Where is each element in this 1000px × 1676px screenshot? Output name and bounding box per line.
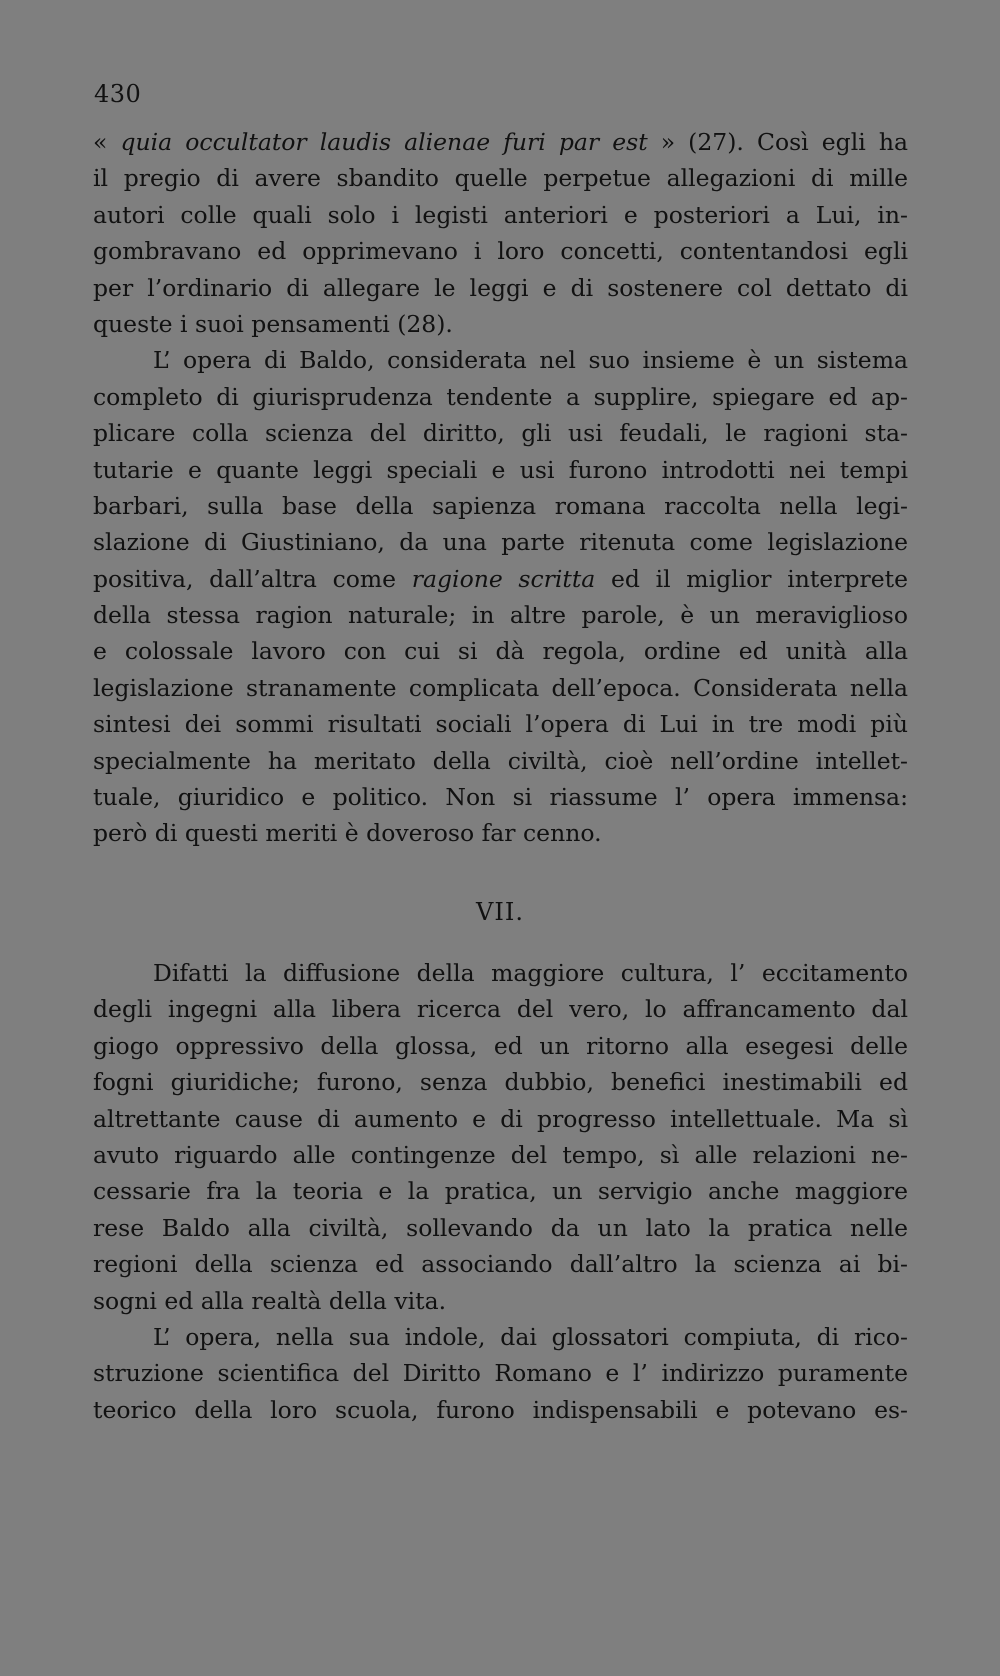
page-number: 430	[94, 80, 142, 108]
text-span: legislazione stranamente complicata dell’epoca. Considerata nella	[93, 673, 908, 702]
text-line	[93, 524, 908, 560]
text-span: rese Baldo alla civiltà, sollevando da un lato la pratica nelle	[93, 1213, 908, 1242]
italic-text-span: ragione scritta	[411, 564, 596, 593]
text-line	[93, 561, 908, 597]
text-line	[93, 1210, 908, 1246]
text-span: gombravano ed opprimevano i loro concetti, contentandosi egli	[93, 237, 908, 266]
text-line	[93, 955, 908, 991]
text-line	[93, 1028, 908, 1064]
text-span: sogni ed alla realtà della vita.	[93, 1286, 447, 1315]
text-span: specialmente ha meritato della civiltà, cioè nell’ordine intellet-	[93, 746, 908, 775]
text-span: plicare colla scienza del diritto, gli usi feudali, le ragioni sta-	[93, 419, 908, 448]
text-line	[93, 779, 908, 815]
text-line	[93, 670, 908, 706]
text-line	[93, 633, 908, 669]
text-span: regioni della scienza ed associando dall’altro la scienza ai bi-	[93, 1250, 908, 1279]
text-line	[93, 124, 908, 160]
text-span: cessarie fra la teoria e la pratica, un servigio anche maggiore	[93, 1177, 908, 1206]
text-line	[93, 815, 908, 851]
text-line	[93, 488, 908, 524]
text-span: L’ opera, nella sua indole, dai glossatori compiuta, di rico-	[153, 1322, 908, 1351]
text-line	[93, 1355, 908, 1391]
text-line	[93, 342, 908, 378]
text-span: slazione di Giustiniano, da una parte ritenuta come legislazione	[93, 528, 908, 557]
text-line	[93, 1173, 908, 1209]
text-line	[93, 306, 908, 342]
text-span: della stessa ragion naturale; in altre parole, è un meraviglioso	[93, 601, 908, 630]
text-line	[93, 706, 908, 742]
text-line	[93, 270, 908, 306]
text-line	[93, 1319, 908, 1355]
text-span: altrettante cause di aumento e di progresso intellettuale. Ma sì	[93, 1104, 908, 1133]
text-span: teorico della loro scuola, furono indispensabili e potevano es-	[93, 1395, 908, 1424]
italic-text-span: quia occultator laudis alienae furi par est	[120, 128, 648, 156]
text-span: degli ingegni alla libera ricerca del vero, lo affrancamento dal	[93, 995, 908, 1024]
text-span: barbari, sulla base della sapienza romana raccolta nella legi-	[93, 491, 908, 520]
text-line	[93, 991, 908, 1027]
text-span: e colossale lavoro con cui si dà regola, ordine ed unità alla	[93, 637, 908, 666]
text-block-lower	[93, 955, 908, 1428]
text-line	[93, 1137, 908, 1173]
text-span: struzione scientifica del Diritto Romano e l’ indirizzo puramente	[93, 1359, 908, 1388]
text-span: «	[93, 128, 121, 156]
text-line	[93, 1101, 908, 1137]
text-line	[93, 379, 908, 415]
text-line	[93, 743, 908, 779]
text-line	[93, 197, 908, 233]
text-line	[93, 160, 908, 196]
text-span: per l’ordinario di allegare le leggi e di sostenere col dettato di	[93, 273, 908, 302]
text-line	[93, 1064, 908, 1100]
text-span: tutarie e quante leggi speciali e usi furono introdotti nei tempi	[93, 455, 908, 484]
text-span: giogo oppressivo della glossa, ed un ritorno alla esegesi delle	[93, 1031, 908, 1060]
text-line	[93, 597, 908, 633]
text-span: » (27). Così egli ha	[647, 128, 908, 156]
text-span: però di questi meriti è doveroso far cenno.	[93, 819, 602, 848]
text-span: ed il miglior interprete	[595, 564, 908, 593]
text-span: fogni giuridiche; furono, senza dubbio, benefici inestimabili ed	[93, 1068, 908, 1097]
text-line	[93, 452, 908, 488]
text-line	[93, 1246, 908, 1282]
text-line	[93, 1392, 908, 1428]
text-span: autori colle quali solo i legisti anteriori e posteriori a Lui, in-	[93, 200, 908, 229]
text-block-upper	[93, 124, 908, 852]
text-line	[93, 233, 908, 269]
text-line	[93, 1283, 908, 1319]
text-span: queste i suoi pensamenti (28).	[93, 309, 453, 338]
text-span: completo di giurisprudenza tendente a supplire, spiegare ed ap-	[93, 382, 908, 411]
text-span: L’ opera di Baldo, considerata nel suo insieme è un sistema	[153, 346, 908, 375]
text-span: positiva, dall’altra come	[93, 564, 412, 593]
text-span: avuto riguardo alle contingenze del tempo, sì alle relazioni ne-	[93, 1140, 908, 1169]
text-line	[93, 415, 908, 451]
text-span: il pregio di avere sbandito quelle perpetue allegazioni di mille	[93, 164, 908, 193]
text-span: Difatti la diffusione della maggiore cultura, l’ eccitamento	[153, 959, 908, 987]
text-span: sintesi dei sommi risultati sociali l’opera di Lui in tre modi più	[93, 710, 908, 739]
text-span: tuale, giuridico e politico. Non si riassume l’ opera immensa:	[93, 783, 908, 812]
section-heading: VII.	[476, 898, 524, 926]
